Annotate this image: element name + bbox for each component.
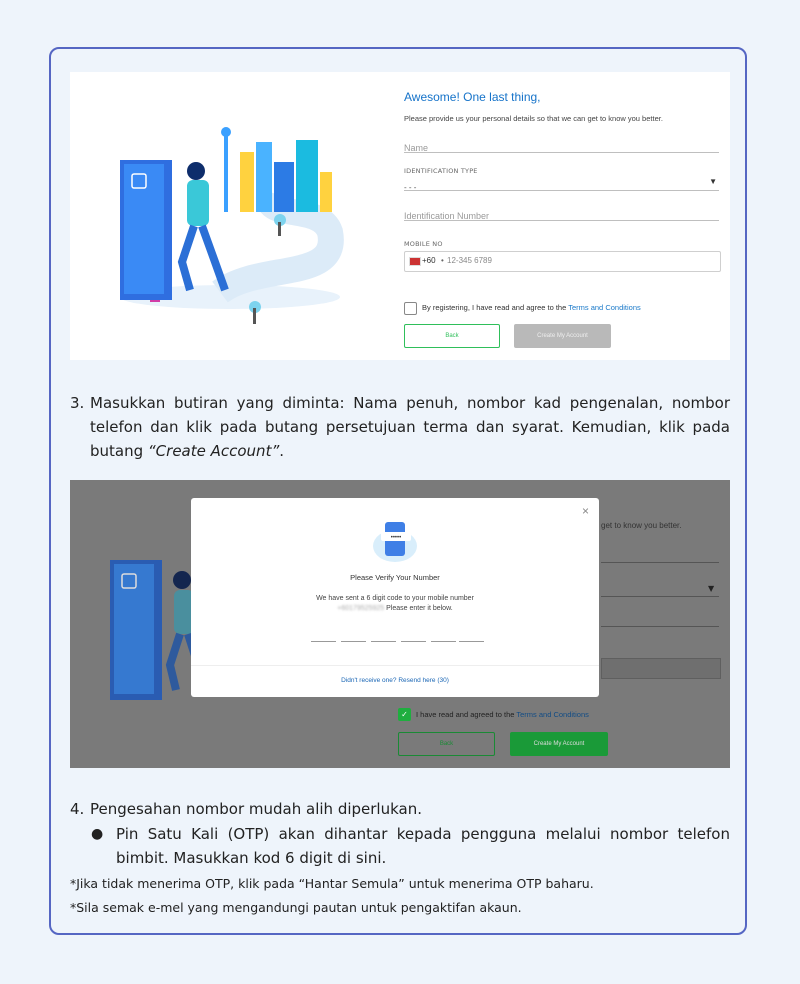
chevron-down-icon: ▼	[708, 584, 715, 593]
back-button-2[interactable]: Back	[398, 732, 495, 756]
modal-line1: We have sent a 6 digit code to your mobile number	[316, 595, 474, 602]
masked-number: +60179525925	[337, 605, 385, 612]
close-icon[interactable]: ×	[581, 504, 589, 518]
flag-icon	[409, 257, 421, 266]
step3-end: .	[279, 442, 284, 460]
modal-line2	[191, 605, 599, 612]
resend-link[interactable]: Didn't receive one? Resend here (30)	[341, 677, 449, 684]
id-number-placeholder: Identification Number	[404, 211, 490, 221]
otp-digit-2[interactable]	[341, 641, 366, 642]
step3-body: Masukkan butiran yang diminta: Nama penuh, nombor kad pengenalan, nombor telefon dan klik pada butang persetujuan terma dan syarat. Kemudian, klik pada butang	[90, 394, 730, 460]
city-illustration	[90, 112, 390, 342]
svg-text:•••••: •••••	[390, 535, 402, 541]
background-subtitle: get to know you better.	[601, 521, 682, 530]
name-placeholder: Name	[404, 143, 429, 153]
terms-checkbox[interactable]	[404, 302, 417, 315]
id-type-select[interactable]	[404, 177, 719, 191]
modal-divider	[191, 665, 599, 666]
step4-number: 4.	[70, 800, 85, 818]
otp-digit-1[interactable]	[311, 641, 336, 642]
otp-digit-3[interactable]	[371, 641, 396, 642]
step4-text: Pengesahan nombor mudah alih diperlukan.	[90, 800, 422, 818]
phone-otp-icon	[371, 518, 419, 564]
form-title: Awesome! One last thing,	[404, 90, 541, 104]
id-type-label: IDENTIFICATION TYPE	[404, 167, 478, 175]
mobile-field[interactable]	[404, 251, 721, 272]
country-code[interactable]: +60	[422, 256, 436, 265]
create-account-button-2[interactable]: Create My Account	[510, 732, 608, 756]
form-subtitle: Please provide us your personal details so that we can get to know you better.	[404, 114, 663, 123]
terms-agree	[422, 303, 641, 312]
otp-digit-6[interactable]	[459, 641, 484, 642]
agree-text-2: I have read and agreed to the	[416, 710, 517, 719]
modal-line2-text: Please enter it below.	[384, 605, 453, 612]
id-number-field[interactable]	[404, 206, 719, 221]
agree-text: By registering, I have read and agree to the	[422, 303, 569, 312]
back-button[interactable]: Back	[404, 324, 500, 348]
registration-form-screenshot	[70, 72, 730, 360]
name-field[interactable]	[404, 138, 719, 153]
verify-modal	[191, 498, 599, 697]
id-type-value: - - -	[404, 183, 417, 192]
step3-number: 3.	[70, 394, 85, 412]
background-field-line-3	[601, 626, 719, 627]
mobile-label: MOBILE NO	[404, 240, 443, 248]
step3-italic: “Create Account”	[147, 442, 280, 460]
otp-digit-5[interactable]	[431, 641, 456, 642]
step4-bullet: Pin Satu Kali (OTP) akan dihantar kepada pengguna melalui nombor telefon bimbit. Masukkan kod 6 digit di sini.	[116, 825, 730, 867]
chevron-down-icon: ▼	[709, 177, 717, 186]
background-field-line	[601, 562, 719, 563]
note-resend: *Jika tidak menerima OTP, klik pada “Hantar Semula” untuk menerima OTP baharu.	[70, 876, 594, 891]
terms-checkbox-checked[interactable]: ✓	[398, 708, 411, 721]
terms-link-2[interactable]: Terms and Conditions	[516, 710, 589, 719]
mobile-placeholder: 12-345 6789	[447, 256, 492, 265]
background-field-line-2	[601, 596, 719, 597]
bullet-dot: ●	[91, 826, 104, 842]
terms-agree-checked	[416, 710, 589, 719]
otp-digit-4[interactable]	[401, 641, 426, 642]
otp-modal-screenshot	[70, 480, 730, 768]
step3-text	[90, 391, 730, 463]
dot-separator: •	[441, 256, 444, 265]
note-email: *Sila semak e-mel yang mengandungi pautan untuk pengaktifan akaun.	[70, 900, 522, 915]
background-mobile-field	[601, 658, 721, 679]
terms-link[interactable]: Terms and Conditions	[568, 303, 641, 312]
modal-title: Please Verify Your Number	[350, 573, 440, 582]
create-account-button[interactable]: Create My Account	[514, 324, 611, 348]
